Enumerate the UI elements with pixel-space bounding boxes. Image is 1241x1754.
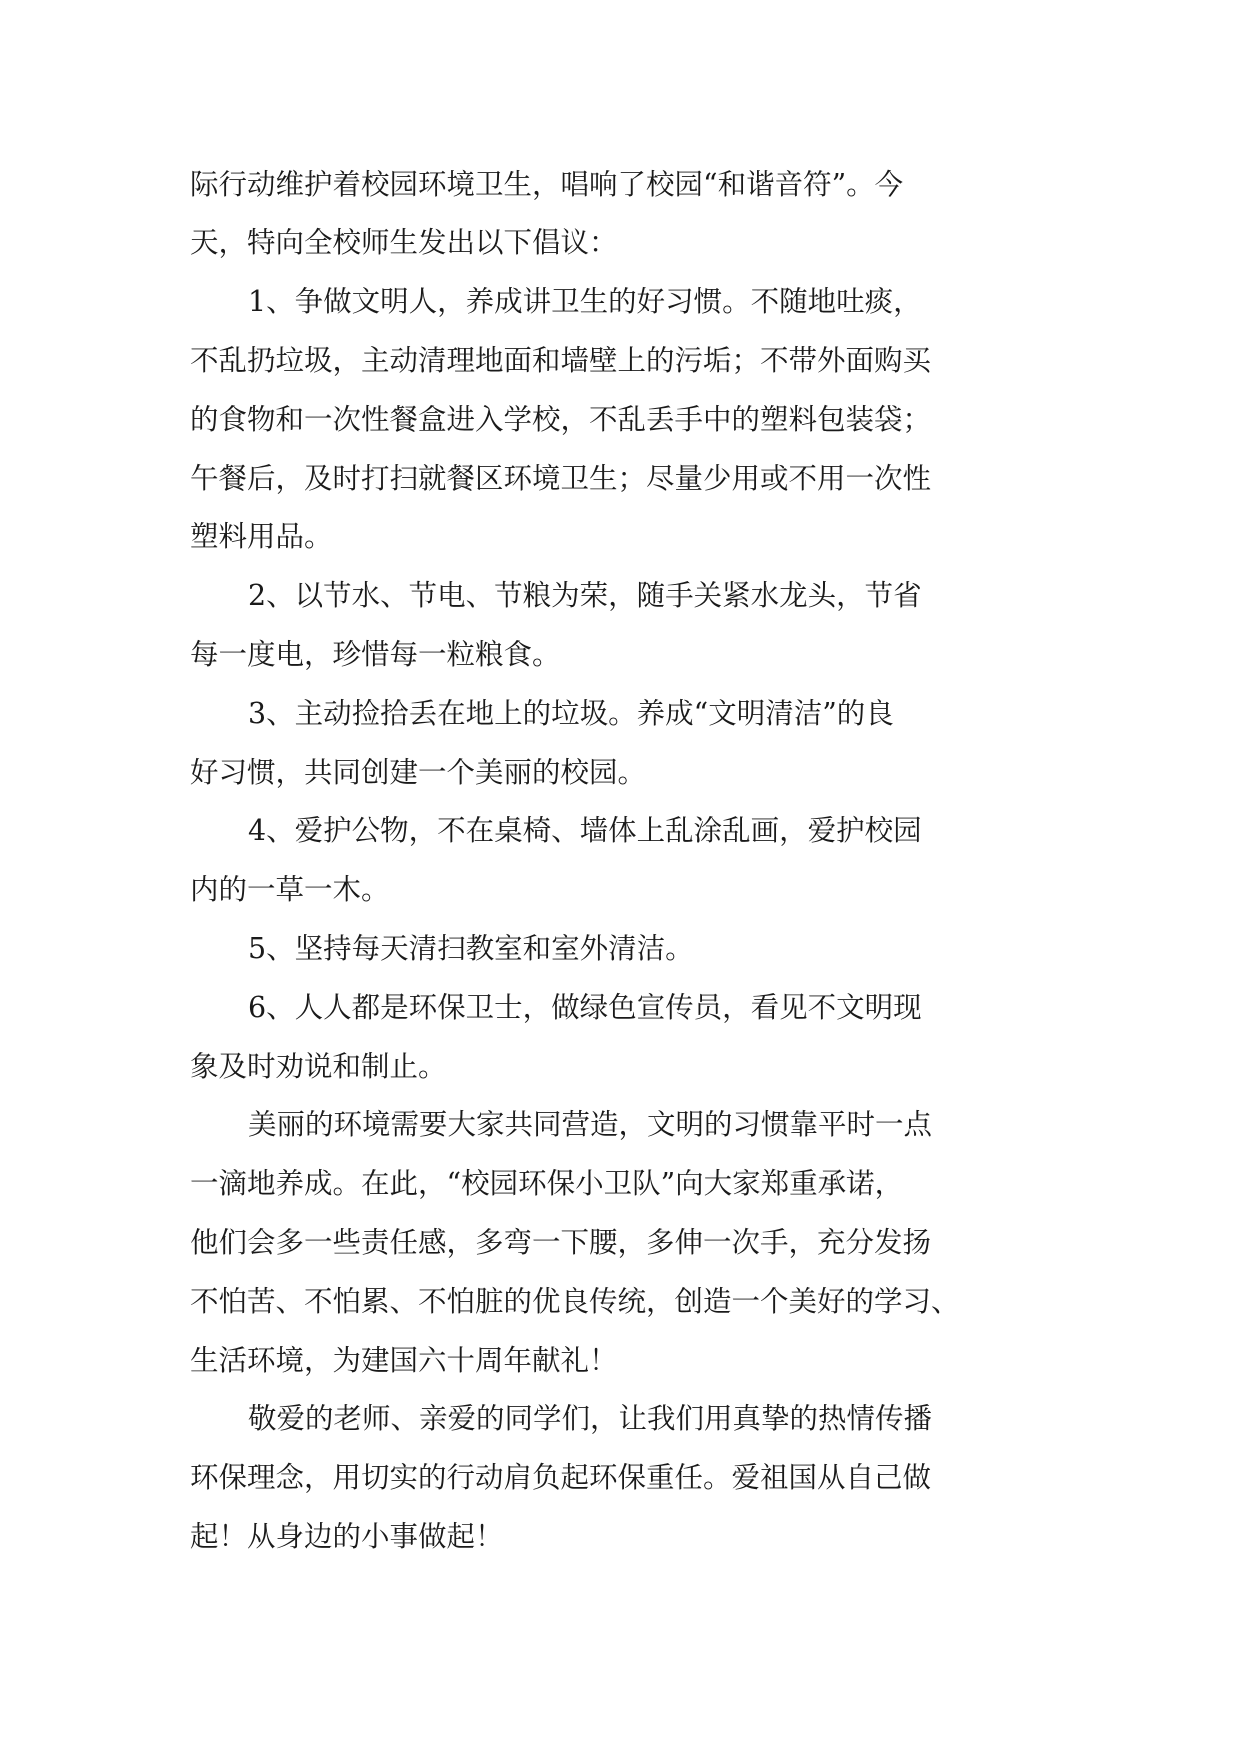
text-line: 内的一草一木。 — [190, 873, 390, 906]
text-line: 塑料用品。 — [190, 520, 333, 553]
text-line: 好习惯，共同创建一个美丽的校园。 — [190, 756, 647, 789]
text-line: 美丽的环境需要大家共同营造，文明的习惯靠平时一点 — [248, 1108, 933, 1141]
text-line: 5、坚持每天清扫教室和室外清洁。 — [248, 932, 694, 965]
text-line: 每一度电，珍惜每一粒粮食。 — [190, 638, 561, 671]
text-line: 他们会多一些责任感，多弯一下腰，多伸一次手，充分发扬 — [190, 1226, 932, 1259]
text-line: 不怕苦、不怕累、不怕脏的优良传统，创造一个美好的学习、 — [190, 1285, 960, 1318]
text-line: 4、爱护公物，不在桌椅、墙体上乱涂乱画，爱护校园 — [248, 814, 922, 847]
text-line: 的食物和一次性餐盒进入学校，不乱丢手中的塑料包装袋； — [190, 403, 932, 436]
text-line: 生活环境，为建国六十周年献礼！ — [190, 1344, 618, 1377]
text-line: 际行动维护着校园环境卫生，唱响了校园“和谐音符”。今 — [190, 168, 904, 201]
text-line: 敬爱的老师、亲爱的同学们，让我们用真挚的热情传播 — [248, 1402, 933, 1435]
text-line: 3、主动捡拾丢在地上的垃圾。养成“文明清洁”的良 — [248, 697, 894, 730]
text-line: 起！从身边的小事做起！ — [190, 1520, 504, 1553]
text-line: 不乱扔垃圾，主动清理地面和墙壁上的污垢；不带外面购买 — [190, 344, 932, 377]
text-line: 一滴地养成。在此，“校园环保小卫队”向大家郑重承诺， — [190, 1167, 904, 1200]
text-line: 午餐后，及时打扫就餐区环境卫生；尽量少用或不用一次性 — [190, 462, 932, 495]
text-line: 1、争做文明人，养成讲卫生的好习惯。不随地吐痰， — [248, 285, 922, 318]
text-line: 6、人人都是环保卫士，做绿色宣传员，看见不文明现 — [248, 991, 922, 1024]
text-line: 象及时劝说和制止。 — [190, 1050, 447, 1083]
text-line: 天，特向全校师生发出以下倡议： — [190, 226, 618, 259]
text-line: 2、以节水、节电、节粮为荣，随手关紧水龙头，节省 — [248, 579, 922, 612]
text-line: 环保理念，用切实的行动肩负起环保重任。爱祖国从自己做 — [190, 1461, 932, 1494]
